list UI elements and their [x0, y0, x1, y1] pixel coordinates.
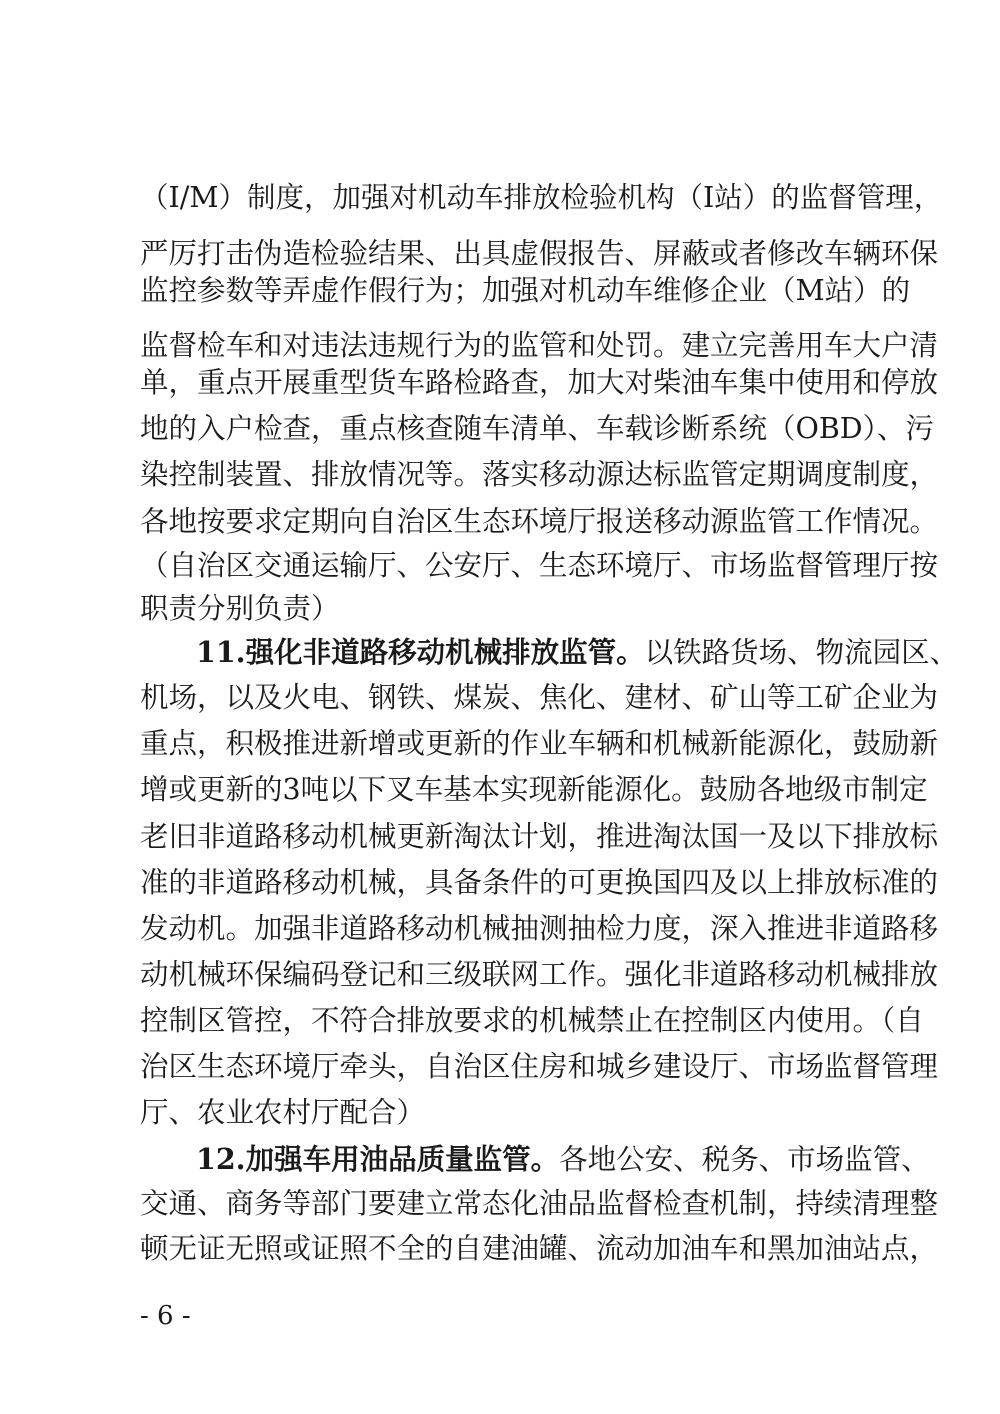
- body-text-line: 厅、农业农村厅配合）: [140, 1096, 426, 1129]
- body-text-line: 监控参数等弄虚作假行为；加强对机动车维修企业（M站）的: [140, 274, 911, 307]
- page-number: - 6 -: [140, 1301, 191, 1331]
- body-text-line: 控制区管控，不符合排放要求的机械禁止在控制区内使用。（自: [140, 1004, 924, 1037]
- body-text-line: 机场，以及火电、钢铁、煤炭、焦化、建材、矿山等工矿企业为: [140, 681, 939, 714]
- body-text-line: （自治区交通运输厅、公安厅、生态环境厅、市场监督管理厅按: [140, 549, 939, 582]
- body-text-line: 各地按要求定期向自治区生态环境厅报送移动源监管工作情况。: [140, 505, 939, 538]
- section-12-heading: 12.加强车用油品质量监管。: [196, 1142, 560, 1176]
- body-text-line: （I/M）制度，加强对机动车排放检验机构（I站）的监督管理，: [140, 181, 943, 214]
- body-text-line: 老旧非道路移动机械更新淘汰计划，推进淘汰国一及以下排放标: [140, 820, 939, 853]
- body-text-line: 交通、商务等部门要建立常态化油品监督检查机制，持续清理整: [140, 1187, 939, 1220]
- body-text-line: 准的非道路移动机械，具备条件的可更换国四及以上排放标准的: [140, 866, 939, 899]
- body-text-line: 重点，积极推进新增或更新的作业车辆和机械新能源化，鼓励新: [140, 727, 939, 760]
- body-text-line: 监督检车和对违法违规行为的监管和处罚。建立完善用车大户清: [140, 329, 939, 362]
- section-11-heading: 11.强化非道路移动机械排放监管。: [196, 635, 645, 669]
- body-text-line: 动机械环保编码登记和三级联网工作。强化非道路移动机械排放: [140, 958, 939, 991]
- body-text-line: 职责分别负责）: [140, 592, 340, 625]
- section-12-first-line-text: 各地公安、税务、市场监管、: [559, 1143, 930, 1176]
- body-text-line: 染控制装置、排放情况等。落实移动源达标监管定期调度制度，: [140, 458, 939, 491]
- body-text-line: 单，重点开展重型货车路检路查，加大对柴油车集中使用和停放: [140, 366, 939, 399]
- section-11-first-line-text: 以铁路货场、物流园区、: [644, 636, 959, 669]
- body-text-line: 地的入户检查，重点核查随车清单、车载诊断系统（OBD）、污: [140, 412, 934, 445]
- body-text-line: 增或更新的3吨以下叉车基本实现新能源化。鼓励各地级市制定: [140, 773, 928, 806]
- body-text-line: 发动机。加强非道路移动机械抽测抽检力度，深入推进非道路移: [140, 912, 939, 945]
- body-text-line: 严厉打击伪造检验结果、出具虚假报告、屏蔽或者修改车辆环保: [140, 237, 939, 270]
- section-11-first-line: [196, 626, 959, 678]
- body-text-line: 治区生态环境厅牵头，自治区住房和城乡建设厅、市场监督管理: [140, 1050, 939, 1083]
- body-text-line: 顿无证无照或证照不全的自建油罐、流动加油车和黑加油站点，: [140, 1232, 939, 1265]
